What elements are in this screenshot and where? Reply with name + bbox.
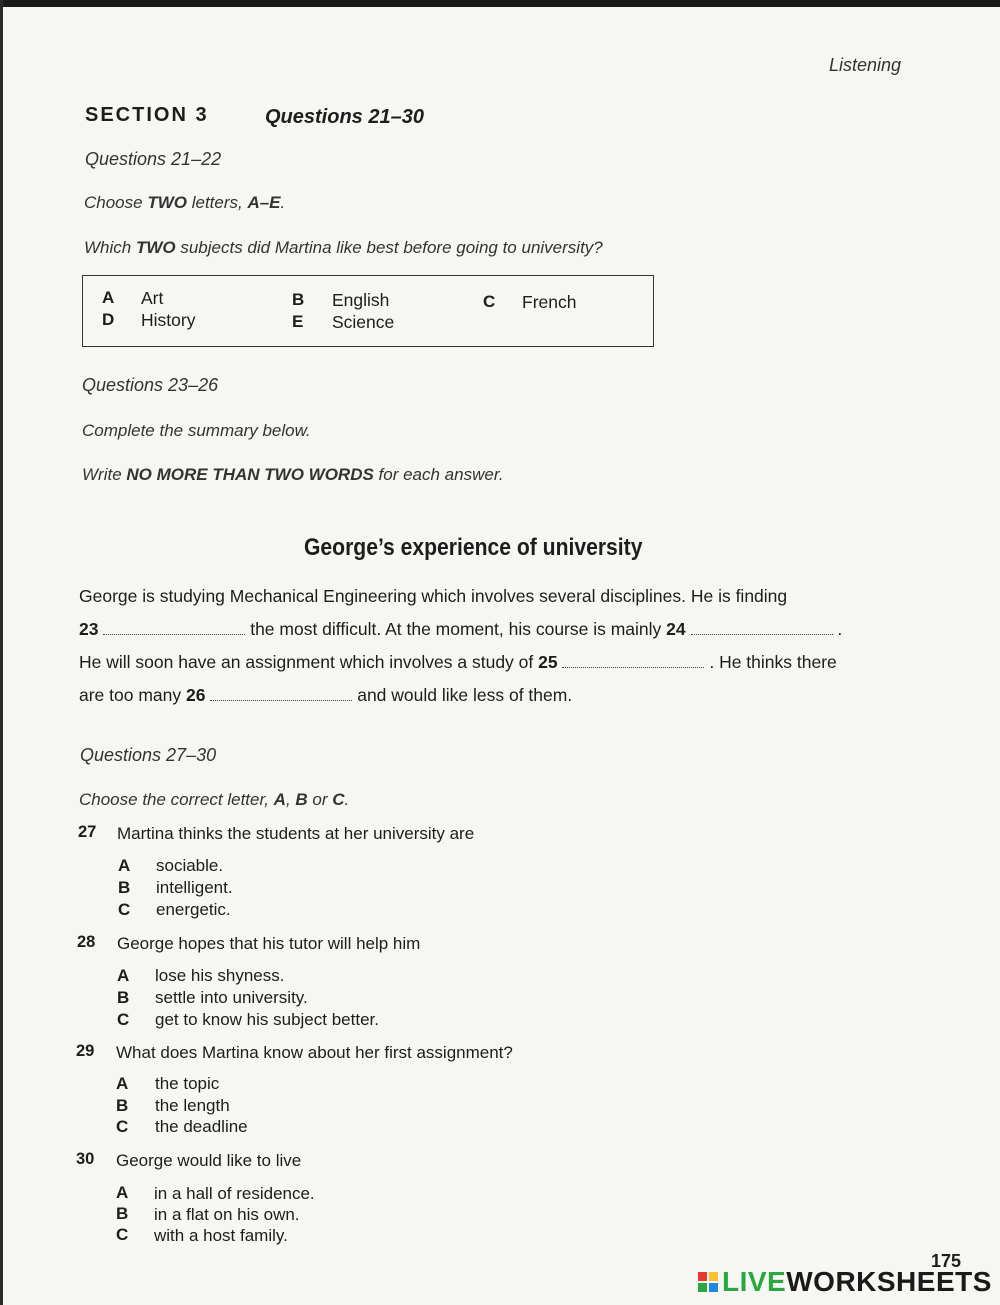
logo-text-worksheets: WORKSHEETS [786, 1266, 992, 1297]
section-questions: Questions 21–30 [265, 106, 424, 128]
option-letter: C [483, 292, 496, 311]
questions-21-22-question [84, 238, 603, 258]
word-limit-instruction [82, 465, 504, 485]
answer-blank-24[interactable] [691, 622, 833, 635]
question-number: 28 [77, 933, 96, 951]
choice-letter[interactable]: C [117, 1010, 130, 1029]
instr-text: , [285, 790, 296, 809]
top-border [0, 0, 1000, 7]
question-text: Which [84, 238, 136, 257]
choice-letter[interactable]: C [116, 1117, 129, 1136]
questions-27-30-heading: Questions 27–30 [80, 745, 217, 765]
summary-text: . [832, 619, 843, 639]
choice-text: the length [155, 1096, 230, 1115]
choice-text: get to know his subject better. [155, 1010, 379, 1029]
page-number: 175 [931, 1251, 962, 1271]
liveworksheets-logo[interactable] [698, 1266, 992, 1298]
summary-line-2 [79, 619, 842, 640]
summary-title: George’s experience of university [304, 534, 643, 561]
choice-text: in a flat on his own. [154, 1205, 300, 1224]
answer-blank-23[interactable] [103, 622, 245, 635]
choice-text: the deadline [155, 1117, 248, 1136]
instr-text: . [344, 790, 350, 809]
choice-text: with a host family. [154, 1226, 288, 1245]
choice-letter[interactable]: C [118, 900, 131, 919]
choice-letter[interactable]: B [118, 878, 131, 897]
summary-line-4 [79, 685, 572, 706]
section-title: SECTION 3 [85, 104, 209, 126]
option-letter: A [102, 288, 115, 307]
option-letter: E [292, 312, 304, 331]
summary-line-1: George is studying Mechanical Engineering which involves several disciplines. He is finding [79, 586, 788, 606]
instr-text: letters, [186, 193, 248, 212]
choice-letter[interactable]: A [118, 856, 131, 875]
question-number: 30 [76, 1150, 95, 1168]
choice-letter[interactable]: B [116, 1096, 129, 1115]
instr-bold: A–E [247, 193, 281, 212]
choice-letter[interactable]: B [117, 988, 130, 1007]
choice-text: lose his shyness. [155, 966, 285, 985]
instr-text: Write [82, 465, 127, 484]
instr-text: Choose [84, 193, 148, 212]
instr-bold: C [332, 790, 345, 809]
questions-21-22-heading: Questions 21–22 [85, 149, 222, 169]
option-letter: D [102, 310, 115, 329]
instr-bold: TWO [147, 193, 187, 212]
choice-letter[interactable]: A [116, 1074, 129, 1093]
instr-text: . [280, 193, 286, 212]
answer-blank-25[interactable] [562, 655, 704, 668]
question-text: George hopes that his tutor will help him [117, 934, 421, 953]
option-text: Art [141, 288, 164, 308]
logo-text-live: LIVE [722, 1266, 787, 1297]
choice-text: sociable. [156, 856, 224, 875]
gap-number-25: 25 [538, 652, 558, 672]
questions-21-22-instruction [84, 193, 285, 213]
summary-text: . He thinks there [704, 652, 837, 672]
instr-bold: B [295, 790, 308, 809]
summary-text: are too many [79, 685, 186, 705]
question-text: subjects did Martina like best before going to university? [175, 238, 603, 257]
instr-text: or [307, 790, 333, 809]
choice-letter[interactable]: A [116, 1183, 129, 1202]
logo-square-icon [709, 1283, 718, 1292]
option-text: Science [332, 312, 395, 332]
logo-text [722, 1266, 992, 1298]
instr-text: Choose the correct letter, [79, 790, 274, 809]
option-text: History [141, 310, 196, 330]
summary-text: and would like less of them. [352, 685, 573, 705]
choice-text: settle into university. [155, 988, 308, 1007]
summary-text: the most difficult. At the moment, his course is mainly [245, 619, 667, 639]
choice-text: the topic [155, 1074, 220, 1093]
logo-square-icon [698, 1283, 707, 1292]
choice-letter[interactable]: A [117, 966, 130, 985]
logo-grid-icon [698, 1272, 718, 1292]
question-number: 29 [76, 1042, 95, 1060]
question-text: What does Martina know about her first assignment? [116, 1043, 513, 1062]
left-border [0, 0, 3, 1305]
option-text: French [522, 292, 577, 312]
choice-letter[interactable]: C [116, 1225, 129, 1244]
gap-number-23: 23 [79, 619, 99, 639]
answer-blank-26[interactable] [210, 688, 352, 701]
choice-text: intelligent. [156, 878, 233, 897]
question-number: 27 [78, 823, 97, 841]
summary-instruction: Complete the summary below. [82, 421, 311, 440]
questions-23-26-heading: Questions 23–26 [82, 375, 219, 395]
option-text: English [332, 290, 390, 310]
question-text: George would like to live [116, 1151, 302, 1170]
gap-number-26: 26 [186, 685, 206, 705]
gap-number-24: 24 [666, 619, 686, 639]
instr-bold: NO MORE THAN TWO WORDS [126, 465, 374, 484]
instr-bold: A [273, 790, 286, 809]
page-header: Listening [829, 55, 902, 75]
choice-text: in a hall of residence. [154, 1184, 315, 1203]
summary-text: He will soon have an assignment which involves a study of [79, 652, 539, 672]
instr-text: for each answer. [373, 465, 504, 484]
logo-square-icon [709, 1272, 718, 1281]
question-bold: TWO [135, 238, 176, 257]
choose-letter-instruction [79, 790, 349, 810]
choice-text: energetic. [156, 900, 231, 919]
option-letter: B [292, 290, 305, 309]
question-text: Martina thinks the students at her university are [117, 824, 475, 843]
logo-square-icon [698, 1272, 707, 1281]
summary-line-3 [79, 652, 837, 673]
choice-letter[interactable]: B [116, 1204, 129, 1223]
